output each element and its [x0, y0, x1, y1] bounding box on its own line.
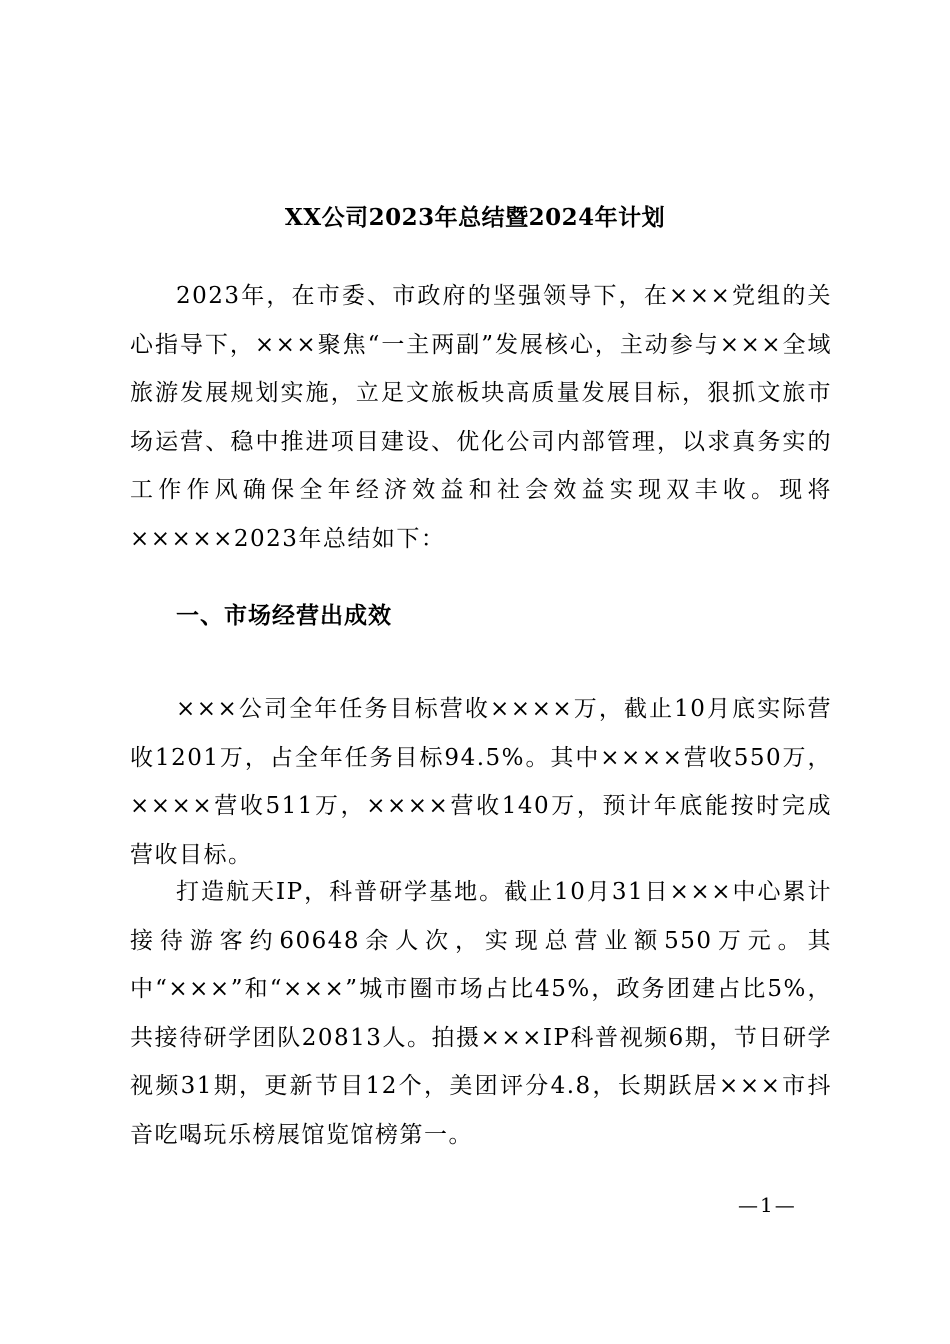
intro-paragraph: 2023年，在市委、市政府的坚强领导下，在×××党组的关心指导下，×××聚焦“一主两副”发展核心，主动参与×××全域旅游发展规划实施，立足文旅板块高质量发展目标，狠抓文旅市场运营、稳中推进项目建设、优化公司内部管理，以求真务实的工作作风确保全年经济效益和社会效益实现双丰收。现将×××××2023年总结如下： [130, 283, 832, 552]
page-number: —1— [738, 1193, 797, 1217]
document-title: XX公司2023年总结暨2024年计划 [284, 204, 666, 232]
aerospace-ip-paragraph: 打造航天IP，科普研学基地。截止10月31日×××中心累计接待游客约60648余人次，实现总营业额550万元。其中“×××”和“×××”城市圈市场占比45%，政务团建占比5%，共接待研学团队20813人。拍摄×××IP科普视频6期，节日研学视频31期，更新节目12个，美团评分4.8，长期跃居×××市抖音吃喝玩乐榜展馆览馆榜第一。 [130, 879, 832, 1148]
revenue-paragraph: ×××公司全年任务目标营收××××万，截止10月底实际营收1201万，占全年任务目标94.5%。其中××××营收550万，××××营收511万，××××营收140万，预计年底能按时完成营收目标。 [130, 696, 832, 868]
section-heading: 一、市场经营出成效 [176, 603, 392, 629]
